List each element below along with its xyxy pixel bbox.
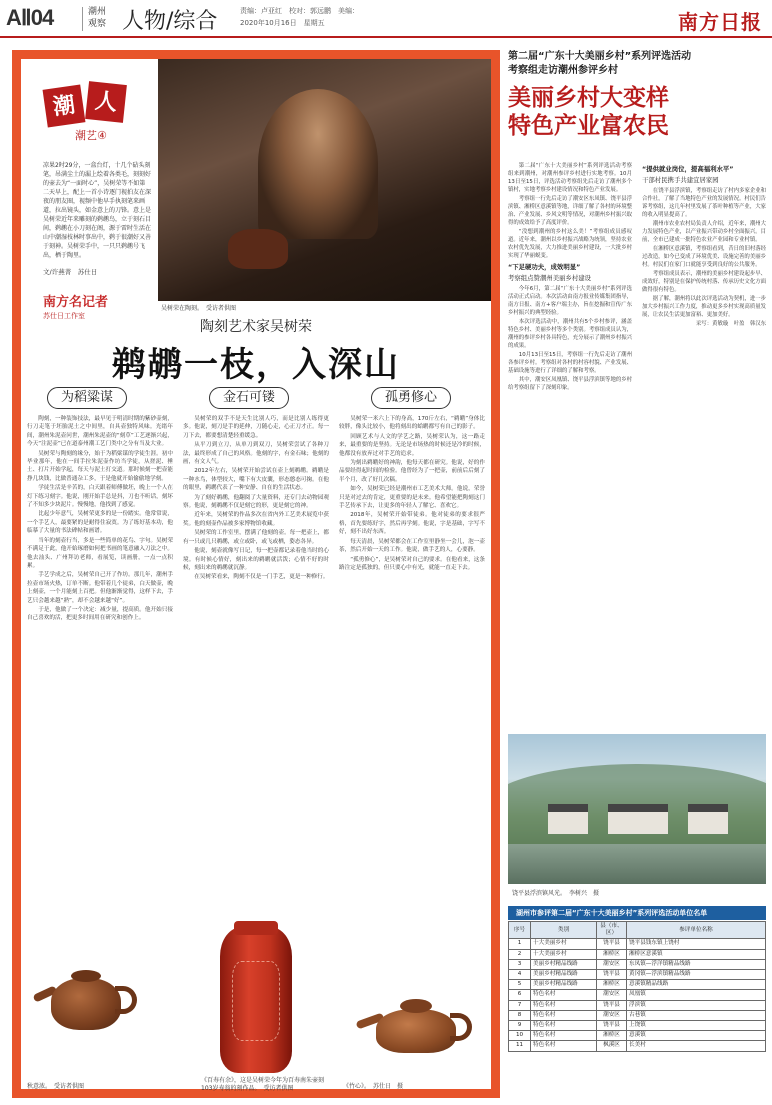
paragraph: 第二届“广东十大美丽乡村”系列评选活动考察组来到潮州，对潮州参评乡村进行实地考察。10月13日至15日，评选活动考察组先后走访了潮州多个镇村，实地考察乡村建设情况和特色产业发展。 [508,163,632,193]
table-cell: 意溪镇精品线路 [627,980,766,990]
newspaper-logo: 南方日报 [678,10,762,34]
table-cell: 11 [509,1041,531,1051]
teapot-lid [400,999,432,1013]
paragraph: “没想到潮州的乡村这么美！”考察组成员感叹道。近年来，潮州以乡村振兴战略为统领，坚持农业农村优先发展，大力推进美丽乡村建设，一大批乡村实现了华丽蜕变。 [508,229,632,259]
main-photo [158,59,491,301]
vase-pattern [232,961,280,1041]
table-row [509,980,766,990]
subhead-3: 孤勇修心 [371,387,451,409]
paragraph: 本次评选活动中，潮州共有5个乡村参评，涵盖特色乡村、美丽乡村等多个类别。考察组成员认为，潮州的参评乡村各具特色，充分展示了潮州乡村振兴的成果。 [508,319,632,349]
paragraph: 比起少年意气，吴树荣更多的是一份踏实。他常常说，一个手艺人，最要紧的是耐得住寂寞。为了练好基本功，他临摹了大量的书法碑帖和画谱。 [27,511,173,535]
table-row [509,990,766,1000]
paragraph: 据了解，潮州将以此次评选活动为契机，进一步加大乡村振兴工作力度，推动更多乡村实现高质量发展，让农民生活更加富裕、更加美好。 [642,296,766,318]
table-cell: 5 [509,980,531,990]
paragraph: 近年来，吴树荣的作品多次在省内外工艺美术展览中获奖。他的刻壶作品被多家博物馆收藏。 [183,512,329,527]
village-photo [508,734,766,884]
table-cell: 饶平县 [597,939,627,949]
table-row [509,970,766,980]
table-cell: 潮安区 [597,1010,627,1020]
title-line-1: 美丽乡村大变样 [508,84,669,111]
section-title: 人物/综合 [122,9,218,34]
article-deck: 陶刻艺术家吴树荣 [200,319,312,335]
paragraph: 今年6月，第二届“广东十大美丽乡村”系列评选活动正式启动。本次活动由南方报业传媒集团指导，南方日报、南方+客户端主办，旨在挖掘和宣传广东乡村振兴的典型经验。 [508,286,632,316]
table-cell: 湘桥区 [597,980,627,990]
header-cell: 参评单位名称 [627,922,766,939]
table-row [509,949,766,959]
date-line: 2020年10月16日 星期五 [240,19,325,27]
table-row [509,939,766,949]
teapot-2-caption: 《竹心》。 苏仕日 摄 [343,1083,404,1090]
table-cell: 饶平县钱东镇上饶村 [627,939,766,949]
column-tag: 潮艺④ [75,129,107,142]
teapot-handle [115,986,137,1014]
table-cell: 7 [509,1000,531,1010]
artist-figure [258,89,378,239]
teapot-photo-2 [346,979,486,1069]
title-line-2: 特色产业富农民 [508,112,669,139]
table-cell: 饶平县 [597,1021,627,1031]
table-cell: 凤凰镇 [627,990,766,1000]
table-cell: 10 [509,1031,531,1041]
column-logo [45,83,145,159]
teapot-lid [71,970,101,982]
vase-neck [234,921,278,935]
table-cell: 潮安区 [597,959,627,969]
table-cell: 6 [509,990,531,1000]
village-photo-caption: 饶平县浮滨镇风光。 李树兴 摄 [512,890,600,897]
editor-meta [240,5,500,29]
table-title: 湖州市参评第二届“广东十大美丽乡村”系列评选活动单位名单 [508,906,766,920]
masthead-divider [82,7,83,31]
table-cell: 特色名村 [531,1000,597,1010]
candidates-table [508,921,766,1052]
table-row [509,1031,766,1041]
paragraph: 考察组成员表示，潮州的美丽乡村建设起步早、成效好，特别是在保护传统村落、传承历史文化方面做得很有特色。 [642,271,766,293]
table-cell: 浮滨镇 [627,1000,766,1010]
paragraph: 当年的刻壶行当，多是一些简单的花鸟、字句。吴树荣不满足于此，他开始琢磨如何把书画的笔意融入刀法之中。他去汕头、广州拜访老师，看展览，读画册，一点一点积累。 [27,537,173,569]
table-cell: 特色名村 [531,990,597,1000]
table-cell: 特色名村 [531,1010,597,1020]
table-cell: 饶平县 [597,1000,627,1010]
table-body [509,939,766,1051]
paragraph: 吴树荣的工作室里，摆满了他刻的壶。每一把壶上，都有一只或几只鹈鹕，或立或卧，或飞或栖，姿态各异。 [183,530,329,545]
right-subhead-2: “提供就业岗位，提高福利水平” [642,165,734,173]
paragraph: 手艺学成之后，吴树荣自己开了作坊。那几年，潮州手拉壶市场火热，订单不断。他带着几个徒弟，白天做壶，晚上刻壶，一个月能刻上百把。但他渐渐觉得，这样下去，手艺只会越来越“熟”，却不会越来越“好”。 [27,572,173,604]
table-cell: 湘桥区 [597,1031,627,1041]
main-photo-caption: 吴树荣在陶刻。 受访者供图 [161,305,237,312]
page-number: AⅡ04 [6,5,54,30]
table-cell: 2 [509,949,531,959]
table-cell: 4 [509,970,531,980]
kicker-line-2: 考察组走访潮州参评乡村 [508,65,618,76]
table-cell: 美丽乡村精品线路 [531,980,597,990]
feature-article [12,50,500,1098]
teapot-body [51,978,121,1030]
paragraph: 其中，潮安区凤凰镇、饶平县浮滨镇等地的乡村给考察组留下了深刻印象。 [508,377,632,391]
right-subhead-1b: 考察组点赞潮州美丽乡村建设 [508,274,592,282]
table-cell: 9 [509,1021,531,1031]
table-cell: 东凤镇—浮洋镇精品线路 [627,959,766,969]
paragraph: 吴树荣的双手不是天生比别人巧，而是比别人练得更多。他说，刻刀是手的延伸，刀随心走，心正刀才正。每一刀下去，都要想清楚轻重缓急。 [183,416,329,439]
column-char-2: 人 [85,81,127,123]
paragraph: “孤勇修心”，是吴树荣对自己的要求。在他看来，这条路注定是孤独的，但只要心中有光，就能一直走下去。 [339,556,485,571]
paragraph: 从平刀到立刀，从单刀到双刀，吴树荣尝试了各种刀法，最终形成了自己的风格。他刻的字，有金石味；他刻的画，有文人气。 [183,442,329,466]
editor-line: 责编：卢亚红 校对：郭远鹏 美编： [240,7,359,15]
body-column-1 [27,415,173,945]
table-row [509,1041,766,1051]
table-cell: 1 [509,939,531,949]
paragraph: 2018年，吴树荣开始带徒弟。他对徒弟的要求很严格，首先要练好字，然后再学刻。他说，字是基础，字写不好，刻不出好东西。 [339,512,485,536]
table-cell: 特色名村 [531,1021,597,1031]
paragraph: 于是，他做了一个决定：减少量，提高质。他开始只接自己喜欢的活，把更多时间用在研究和创作上。 [27,606,173,622]
table-cell: 十大美丽乡村 [531,939,597,949]
table-cell: 美丽乡村精品线路 [531,970,597,980]
studio-name: 南方名记者 [43,295,109,310]
table-cell: 特色名村 [531,1041,597,1051]
right-column-2 [642,162,766,768]
edition-label: 潮州观察 [88,7,107,29]
paragraph: 他说，刻壶就像写日记，每一把壶都记录着他当时的心境。有时候心情好，刻出来的鹈鹕就活泼；心情不好的时候，刻出来的鹈鹕就沉静。 [183,548,329,571]
paragraph: 每天清晨，吴树荣都会在工作室里静坐一会儿，泡一壶茶，然后开始一天的工作。他说，做手艺的人，心要静。 [339,538,485,554]
paragraph: 10月13日至15日，考察组一行先后走访了潮州各参评乡村。考察组对各村的村容村貌、产业发展、基础设施等进行了详细的了解和考察。 [508,352,632,374]
paragraph: 在饶平县浮滨镇，考察组走访了村内多家企业和合作社，了解了当地特色产业的发展情况。村民们告诉考察组，这几年村里发展了茶叶种植等产业，大家的收入明显提高了。 [642,188,766,218]
house-shape [688,804,728,834]
paragraph: 在湘桥区意溪镇，考察组看到，昔日的旧村落经过改造，如今已变成了环境优美、设施完善的美丽乡村。村民们在家门口就能享受到良好的公共服务。 [642,246,766,268]
studio-sub: 苏仕日工作室 [43,312,85,320]
right-kicker [508,50,766,78]
table-row [509,1021,766,1031]
header-cell: 序号 [509,922,531,939]
paragraph: 潮州市农业农村局负责人介绍，近年来，潮州大力发展特色产业，以产业振兴带动乡村全面振兴。目前，全市已建成一批特色农业产业园和专业村镇。 [642,221,766,243]
table-cell: 潮安区 [597,990,627,1000]
body-column-2 [183,415,329,905]
table-header-row [509,922,766,939]
right-byline: 采写：黄敏璇 叶盈 韩汉东 [695,321,766,327]
teapot-figure [228,229,288,269]
house-shape [608,804,668,834]
right-subhead-1: “下足硬功夫，成效明显” [508,263,581,271]
table-cell: 湘桥区 [597,949,627,959]
article-title: 鹈鹕一枝，入深山 [112,345,400,385]
paragraph: 为了刻好鹈鹕，他翻阅了大量资料，还专门去动物园观察。他说，刻鹈鹕不仅是刻它的形，更是刻它的神。 [183,494,329,510]
table-cell: 特色名村 [531,1031,597,1041]
teapot-photo-1 [29,954,149,1044]
paragraph: 陶刻，一种装饰技法，最早见于明清时期的紫砂壶刻，行刀走笔于坯胎泥土之中间里，自具壶独特风味。光绪年间，潮州朱泥壶问世，潮州朱泥壶的“刻草”工艺逐渐兴起，今天“注泥壶”已在道泰州潮工艺门类中之分有当及大业。 [27,416,173,448]
table-cell: 8 [509,1010,531,1020]
table-cell: 饶平县 [597,970,627,980]
teapot-1-caption: 秋意浓。 受访者供图 [27,1083,85,1090]
paragraph: 考察组一行先后走访了潮安区东凤镇、饶平县浮滨镇、湘桥区意溪镇等地，详细了解了各村的环境整治、产业发展、乡风文明等情况，对潮州乡村振兴取得的成效给予了高度评价。 [508,196,632,226]
teapot-handle [450,1013,472,1041]
table-cell: 长美村 [627,1041,766,1051]
table-cell: 上饶镇 [627,1021,766,1031]
table-cell: 黄冈镇—浮滨镇精品线路 [627,970,766,980]
table-cell: 古巷镇 [627,1010,766,1020]
paragraph: 吴树荣一米六上下的身高，170斤左右，“鹈鹕”身体比较胖，像头比较小，他将刻出的蛤鹕都写有自己的影子。 [339,416,485,431]
paragraph: 吴树荣与陶刻的缘分，始于为稻粱谋的学徒生涯。初中毕业那年，他在一间手拉朱泥壶作坊当学徒，从搓泥、捶土、打片开始学起，每天与泥土打交道。那时候刻一把壶能挣几块钱，比做普通杂工多，于是他就开始偷偷地学刻。 [27,450,173,482]
table-cell: 十大美丽乡村 [531,949,597,959]
body-column-3 [339,415,485,965]
right-column-1 [508,162,632,768]
teapot-body [376,1009,456,1053]
paragraph: 为刻出鹈鹕好的神韵，他每天都在研究。他说，好的作品要经得起时间的检验。他曾经为了一把壶，前前后后刻了半个月，改了好几次稿。 [339,460,485,483]
vase-caption: 《百寿有余》，这是吴树荣今年为百寿南朱壶刻103岁寿翁的刻作品。 受访者供图 [201,1077,325,1092]
paragraph: 如今，吴树荣已经是潮州市工艺美术大师。他说，荣誉只是对过去的肯定，更重要的是未来。他希望能把陶刻这门手艺传承下去，让更多的年轻人了解它、喜欢它。 [339,486,485,510]
right-title [508,84,766,140]
water-shape [508,844,766,884]
right-subhead-2b: 干部村民携手共建宜居家园 [642,176,719,184]
table-row [509,959,766,969]
paragraph: 在吴树荣看来，陶刻不仅是一门手艺，更是一种修行。 [194,574,329,581]
intro-paragraph: 凉果2时29分，一盒台灯，十几个砧头刻笔，吊满尘土的漏上绘着各类毛，刻刻好的壶去为“一面时心”，吴树荣等不如第二天早上，配上一首小诗逐门视拍友在深夜的朋友圈，视频中他早手执刻笔来画道，拉出镜头，如金意上的刀锋。意上是吴树荣近年来雕刻的鹈鹕鸟，立于刻石目间，鹈鹕在小刀刻在阁，源于雷时生活在山中潮湿枝林时事出中，鹈于很潮好又善于刻神。吴树荣手中，一只只鹈鹕号飞出，栖于陶里。 [43,162,152,259]
kicker-line-1: 第二届“广东十大美丽乡村”系列评选活动 [508,51,692,62]
byline: 文/许燕菁 苏仕日 [43,268,98,276]
masthead [0,0,772,38]
table-cell: 枫溪区 [597,1041,627,1051]
table-row [509,1000,766,1010]
vase-photo [206,921,306,1081]
table-row [509,1010,766,1020]
paragraph: 2012年左右，吴树荣开始尝试在壶上刻鹈鹕。鹈鹕是一种水鸟，体型较大，嘴下有大皮囊，形态憨态可掬。在他的眼里，鹈鹕代表了一种安静、自在的生活状态。 [183,468,329,492]
paragraph: 回顾艺术与人文的学艺之路，吴树荣认为，这一路走来，最重要的是坚持。无论是市场热的时候还是冷的时候，他都没有放弃过对手艺的追求。 [339,433,485,457]
table-cell: 美丽乡村精品线路 [531,959,597,969]
header-cell: 类别 [531,922,597,939]
subhead-1: 为稻粱谋 [47,387,127,409]
header-cell: 县（市、区） [597,922,627,939]
table-cell: 意溪镇 [627,1031,766,1041]
paragraph: 学徒生活是辛苦的，白天跟着师傅做坯，晚上一个人在灯下练习刻字。他说，刚开始手总是抖，刀也不听话，刻坏了不知多少块泥片。慢慢地，他找到了感觉。 [27,485,173,509]
subhead-2: 金石可镂 [209,387,289,409]
table-cell: 3 [509,959,531,969]
house-shape [548,804,588,834]
column-char-1: 潮 [43,85,86,128]
table-cell: 湘桥区意溪镇 [627,949,766,959]
